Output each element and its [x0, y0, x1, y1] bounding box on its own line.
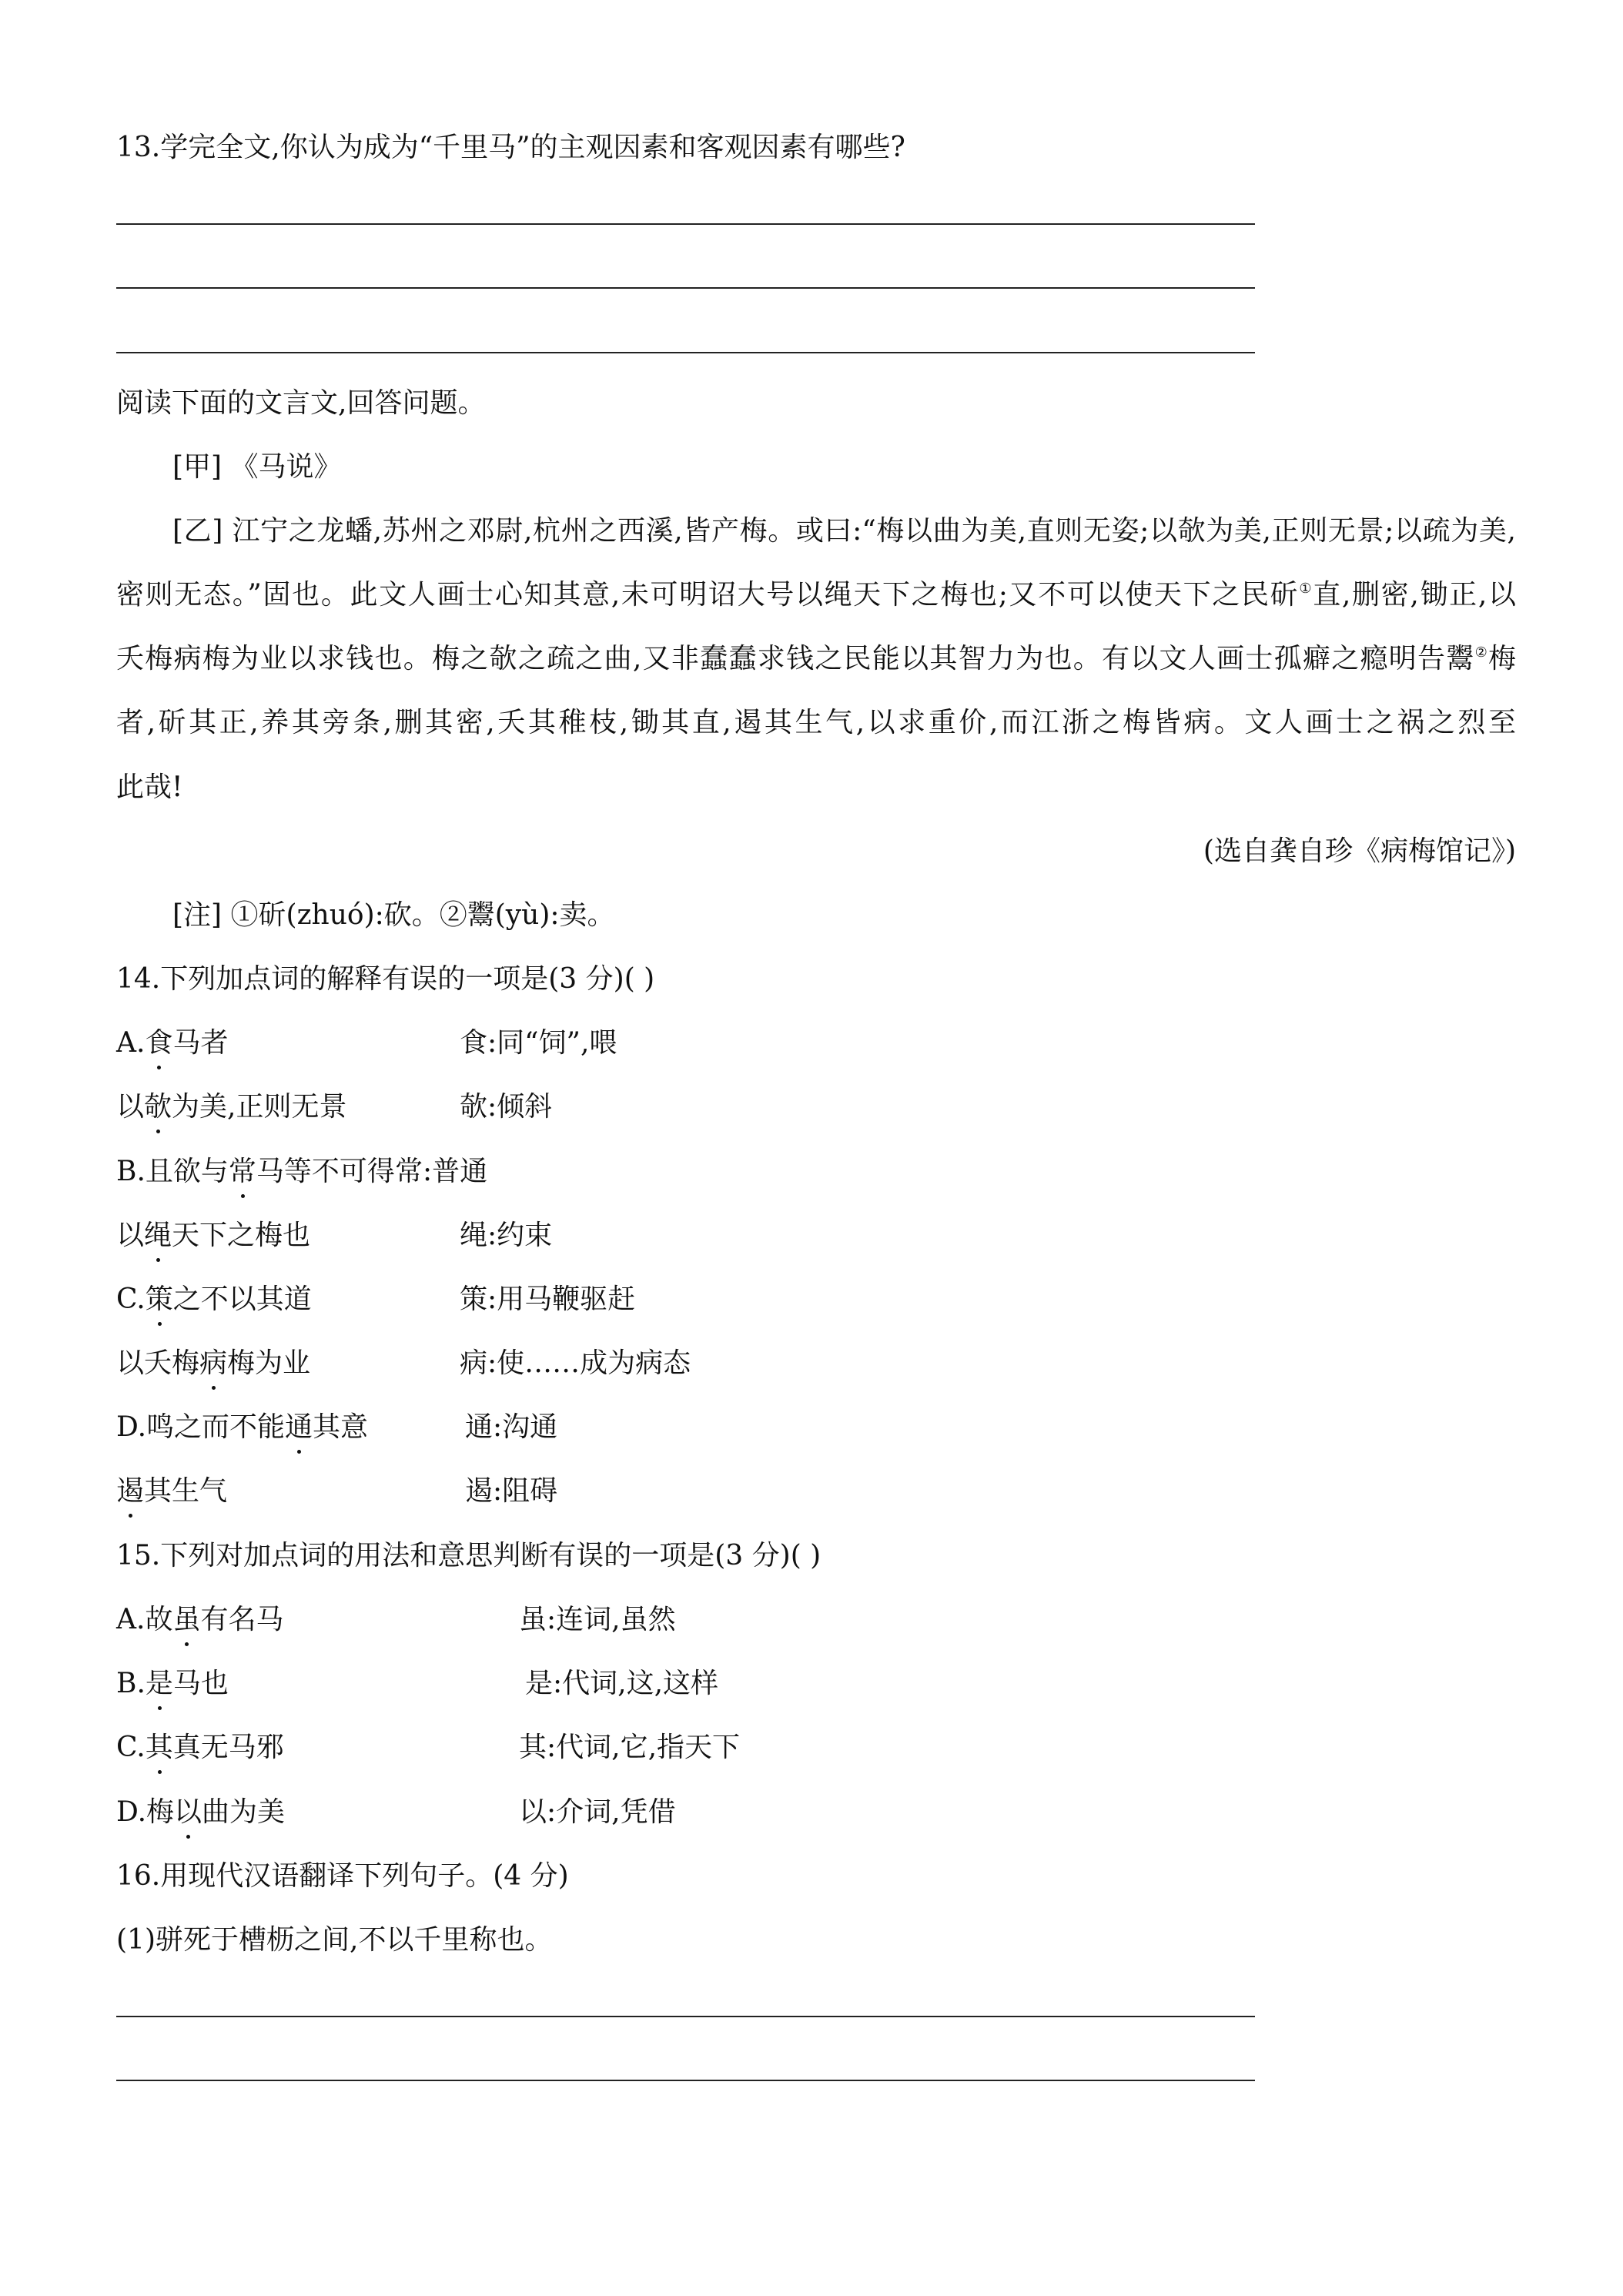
- q15-option-c-gloss: 其:代词,它,指天下: [519, 1732, 741, 1763]
- q15-option-d[interactable]: D.梅以曲为美: [116, 1796, 286, 1828]
- dotted-word: 绳: [144, 1220, 172, 1251]
- q14-option-b-item-1[interactable]: B.且欲与常马等不可得常:普通: [116, 1156, 488, 1187]
- passage-notes: [注] ①斫(zhuó):砍。②鬻(yù):卖。: [172, 899, 615, 931]
- dotted-word: 以: [174, 1796, 202, 1828]
- q14-option-c-item-1[interactable]: C.策之不以其道: [116, 1284, 312, 1315]
- q14-option-c-gloss-2: 病:使……成为病态: [460, 1347, 691, 1379]
- passage-yi-line-2: 密则无态。”固也。此文人画士心知其意,未可明诏大号以绳天下之梅也;又不可以使天下之民斫①直,删密,锄正,以: [116, 579, 1516, 611]
- q15-option-a-gloss: 虽:连词,虽然: [519, 1604, 676, 1635]
- passage-yi-line-3: 夭梅病梅为业以求钱也。梅之欹之疏之曲,又非蠢蠢求钱之民能以其智力为也。有以文人画士孤癖之瘾明告鬻②梅: [116, 643, 1516, 674]
- answer-line[interactable]: [116, 223, 1255, 225]
- passage-yi-line-1: [乙] 江宁之龙蟠,苏州之邓尉,杭州之西溪,皆产梅。或曰:“梅以曲为美,直则无姿;以欹为美,正则无景;以疏为美,: [172, 515, 1516, 547]
- passage-yi-line-5: 此哉!: [116, 771, 183, 803]
- answer-line[interactable]: [116, 352, 1255, 353]
- q14-option-d-gloss-1: 通:沟通: [465, 1411, 558, 1443]
- q14-option-a-item-1[interactable]: A.食马者: [116, 1027, 229, 1059]
- dotted-word: 策: [145, 1284, 173, 1315]
- q13-stem: 13.学完全文,你认为成为“千里马”的主观因素和客观因素有哪些?: [116, 132, 905, 163]
- q15-option-b-gloss: 是:代词,这,这样: [525, 1668, 719, 1699]
- q14-stem: 14.下列加点词的解释有误的一项是(3 分)( ): [116, 963, 655, 995]
- dotted-word: 食: [145, 1027, 173, 1059]
- dotted-word: 遏: [116, 1475, 145, 1507]
- q15-option-d-gloss: 以:介词,凭借: [519, 1796, 676, 1828]
- passage-jia-title: [甲] 《马说》: [172, 451, 342, 483]
- dotted-word: 通: [285, 1411, 313, 1443]
- passage-source: (选自龚自珍《病梅馆记》): [1203, 835, 1516, 867]
- q14-option-d-item-2[interactable]: 遏其生气: [116, 1475, 228, 1507]
- footnote-marker: ①: [1299, 581, 1313, 597]
- dotted-word: 欹: [144, 1091, 172, 1123]
- dotted-word: 其: [145, 1732, 173, 1763]
- reading-intro: 阅读下面的文言文,回答问题。: [116, 387, 486, 419]
- passage-yi-line-4: 者,斫其正,养其旁条,删其密,夭其稚枝,锄其直,遏其生气,以求重价,而江浙之梅皆病。文人画士之祸之烈至: [116, 707, 1516, 738]
- q14-option-a-gloss-1: 食:同“饲”,喂: [460, 1027, 617, 1059]
- q15-option-b[interactable]: B.是马也: [116, 1668, 229, 1699]
- dotted-word: 病: [199, 1347, 228, 1379]
- q14-option-c-item-2[interactable]: 以夭梅病梅为业: [116, 1347, 311, 1379]
- dotted-word: 虽: [172, 1604, 201, 1635]
- q14-option-b-item-2[interactable]: 以绳天下之梅也: [116, 1220, 311, 1251]
- q16-stem: 16.用现代汉语翻译下列句子。(4 分): [116, 1860, 569, 1892]
- dotted-word: 是: [145, 1668, 173, 1699]
- q16-sentence-1: (1)骈死于槽枥之间,不以千里称也。: [116, 1924, 553, 1956]
- answer-line[interactable]: [116, 2016, 1255, 2017]
- q14-option-d-gloss-2: 遏:阻碍: [465, 1475, 558, 1507]
- answer-line[interactable]: [116, 287, 1255, 289]
- q14-option-d-item-1[interactable]: D.鸣之而不能通其意: [116, 1411, 369, 1443]
- q14-option-a-item-2[interactable]: 以欹为美,正则无景: [116, 1091, 347, 1123]
- dotted-word: 常: [228, 1156, 256, 1187]
- q14-option-c-gloss-1: 策:用马鞭驱赶: [460, 1284, 636, 1315]
- q15-option-c[interactable]: C.其真无马邪: [116, 1732, 284, 1763]
- q14-option-a-gloss-2: 欹:倾斜: [460, 1091, 553, 1123]
- q15-stem: 15.下列对加点词的用法和意思判断有误的一项是(3 分)( ): [116, 1540, 822, 1571]
- answer-line[interactable]: [116, 2080, 1255, 2081]
- q15-option-a[interactable]: A.故虽有名马: [116, 1604, 284, 1635]
- footnote-marker: ②: [1474, 644, 1488, 661]
- q14-option-b-gloss-2: 绳:约束: [460, 1220, 553, 1251]
